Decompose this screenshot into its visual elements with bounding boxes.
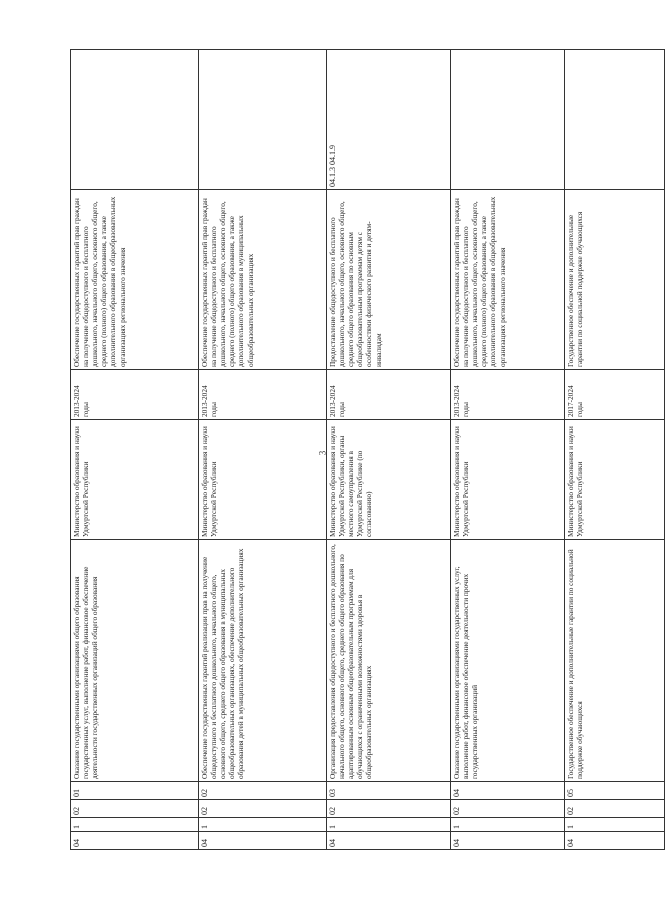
activity-name-cell: Обеспечение государственных гарантий реализации прав на получение общедоступного и бесплатного дошкольного, начального общего, основного общего, среднего общего образования в муниципальных общеобразовательных организациях, обеспечение дополнительного образования детей в муниципальных общеобразовательных организациях bbox=[199, 540, 327, 782]
activity-name-cell: Оказание государственными организациями государственных услуг, выполнение работ, финансовое обеспечение деятельности прочих государственных организаций bbox=[451, 540, 565, 782]
program-code-cell: 04 bbox=[327, 832, 451, 850]
table-container bbox=[70, 60, 585, 850]
page-number: 3 bbox=[317, 450, 328, 456]
period-cell: 2013-2024 годы bbox=[199, 370, 327, 420]
program-code-cell: 04 bbox=[71, 832, 199, 850]
program-code-cell: 04 bbox=[565, 832, 665, 850]
activity-name-cell: Организация предоставления общедоступного и бесплатного дошкольного, начального общего, основного общего, среднего общего образования по адаптированным основным общеобразовательным программам для обучающихся с ограниченными возможностями здоровья в общеобразовательных организациях bbox=[327, 540, 451, 782]
executor-cell: Министерство образования и науки Удмуртской Республики bbox=[451, 420, 565, 540]
program-code-cell: 04 bbox=[199, 832, 327, 850]
period-cell: 2013-2024 годы bbox=[71, 370, 199, 420]
program-table bbox=[70, 49, 665, 850]
activity-code-cell: 01 bbox=[71, 782, 199, 800]
period-cell: 2013-2024 годы bbox=[451, 370, 565, 420]
subprogram-code-cell: 1 bbox=[565, 818, 665, 832]
main-activity-code-cell: 02 bbox=[199, 800, 327, 818]
expected-result-cell: Государственное обеспечение и дополнительные гарантии по социальной поддержке обучающихся bbox=[565, 190, 665, 370]
subprogram-code-cell: 1 bbox=[199, 818, 327, 832]
main-activity-code-cell: 02 bbox=[71, 800, 199, 818]
executor-cell: Министерство образования и науки Удмуртской Республики, органы местного самоуправления в Удмуртской Республике (по согласованию) bbox=[327, 420, 451, 540]
table-row bbox=[199, 50, 327, 850]
expected-result-cell: Обеспечение государственных гарантий прав граждан на получение общедоступного и бесплатного дошкольного, начального общего, основного общего, среднего (полного) общего образования, а также дополнительного образования в общеобразовательных организациях регионального значения bbox=[71, 190, 199, 370]
expected-result-cell: Предоставление общедоступного и бесплатного дошкольного, начального общего, основного общего, среднего общего образования по основным общеобразовательным программам детям с особенностями физического развития и детям-инвалидам bbox=[327, 190, 451, 370]
indicator-link-cell bbox=[71, 50, 199, 190]
indicator-link-cell bbox=[565, 50, 665, 190]
period-cell: 2017-2024 годы bbox=[565, 370, 665, 420]
indicator-link-cell: 04.1.3 04.1.9 bbox=[327, 50, 451, 190]
activity-code-cell: 04 bbox=[451, 782, 565, 800]
table-body bbox=[71, 50, 665, 850]
activity-name-cell: Государственное обеспечение и дополнительные гарантии по социальной поддержке обучающихся bbox=[565, 540, 665, 782]
subprogram-code-cell: 1 bbox=[71, 818, 199, 832]
subprogram-code-cell: 1 bbox=[327, 818, 451, 832]
program-code-cell: 04 bbox=[451, 832, 565, 850]
activity-name-cell: Оказание государственными организациями общего образования государственных услуг, выполнение работ, финансовое обеспечение деятельности государственных организаций общего образования bbox=[71, 540, 199, 782]
activity-code-cell: 05 bbox=[565, 782, 665, 800]
executor-cell: Министерство образования и науки Удмуртской Республики bbox=[199, 420, 327, 540]
main-activity-code-cell: 02 bbox=[327, 800, 451, 818]
executor-cell: Министерство образования и науки Удмуртской Республики bbox=[565, 420, 665, 540]
table-row bbox=[71, 50, 199, 850]
main-activity-code-cell: 02 bbox=[451, 800, 565, 818]
activity-code-cell: 02 bbox=[199, 782, 327, 800]
table-row bbox=[565, 50, 665, 850]
executor-cell: Министерство образования и науки Удмуртской Республики bbox=[71, 420, 199, 540]
indicator-link-cell bbox=[199, 50, 327, 190]
table-row bbox=[327, 50, 451, 850]
indicator-link-cell bbox=[451, 50, 565, 190]
expected-result-cell: Обеспечение государственных гарантий прав граждан на получение общедоступного и бесплатного дошкольного, начального общего, основного общего, среднего (полного) общего образования, а также дополнительного образования в общеобразовательных организациях регионального значения bbox=[451, 190, 565, 370]
activity-code-cell: 03 bbox=[327, 782, 451, 800]
period-cell: 2013-2024 годы bbox=[327, 370, 451, 420]
main-activity-code-cell: 02 bbox=[565, 800, 665, 818]
expected-result-cell: Обеспечение государственных гарантий прав граждан на получение общедоступного и бесплатного дошкольного, начального общего, основного общего, среднего (полного) общего образования, а также дополнительного образования в муниципальных общеобразовательных организациях bbox=[199, 190, 327, 370]
subprogram-code-cell: 1 bbox=[451, 818, 565, 832]
table-row bbox=[451, 50, 565, 850]
